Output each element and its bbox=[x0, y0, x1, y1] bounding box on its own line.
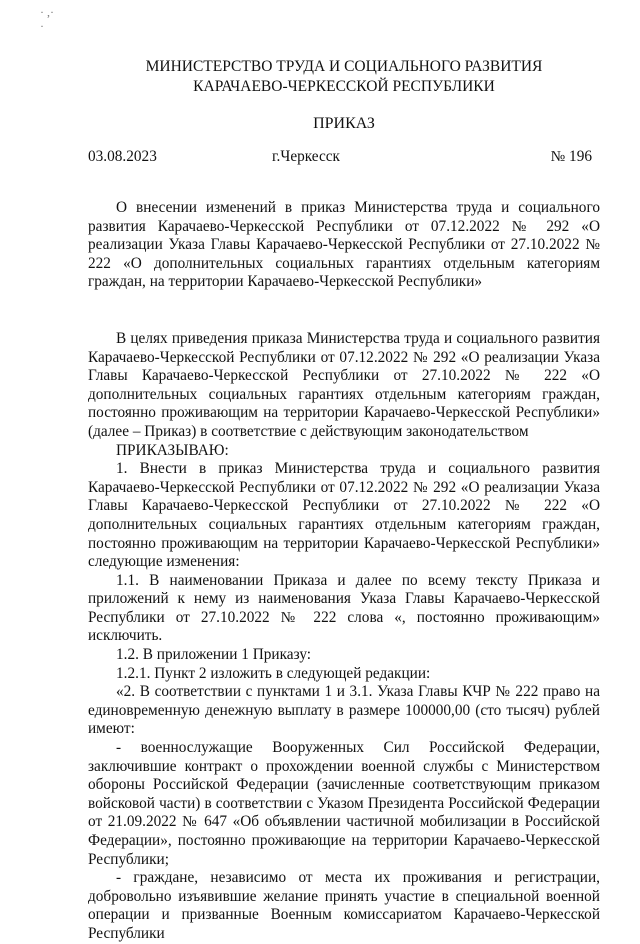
item-1: 1. Внести в приказ Министерства труда и социального развития Карачаево-Черкесской Республики от 07.12.2022 № 292 «О реализации Указа Главы Карачаево-Черкесской Республики от 27.10.2022 № 222 «О дополнительных социальных гарантиях отдельным категориям граждан, постоянно проживающим на территории Карачаево-Черкесской Республики» следующие изменения: bbox=[88, 460, 600, 571]
order-city: г.Черкесск bbox=[272, 148, 340, 165]
quoted-point-2: «2. В соответствии с пунктами 1 и 3.1. Указа Главы КЧР № 222 право на единовременную денежную выплату в размере 100000,00 (сто тысяч) рублей имеют: bbox=[88, 683, 600, 738]
ministry-name bbox=[88, 57, 600, 97]
document-body bbox=[88, 199, 600, 944]
preamble-paragraph: В целях приведения приказа Министерства труда и социального развития Карачаево-Черкесской Республики от 07.12.2022 № 292 «О реализации Указа Главы Карачаево-Черкесской Республики от 27.10.2022 № 222 «О дополнительных социальных гарантиях отдельным категориям граждан, постоянно проживающим на территории Карачаево-Черкесской Республики» (далее – Приказ) в соответствие с действующим законодательством bbox=[88, 329, 600, 440]
ministry-line-2: КАРАЧАЕВО-ЧЕРКЕССКОЙ РЕСПУБЛИКИ bbox=[193, 78, 495, 95]
order-subject: О внесении изменений в приказ Министерства труда и социального развития Карачаево-Черкесской Республики от 07.12.2022 № 292 «О реализации Указа Главы Карачаево-Черкесской Республики от 27.10.2022 № 222 «О дополнительных социальных гарантиях отдельным категориям граждан, на территории Карачаево-Черкесской Республики» bbox=[88, 199, 600, 291]
order-date: 03.08.2023 bbox=[88, 148, 157, 165]
scan-artifact-mark: · bbox=[40, 19, 44, 33]
item-1-1: 1.1. В наименовании Приказа и далее по всему тексту Приказа и приложений к нему из наименования Указа Главы Карачаево-Черкесской Республики от 27.10.2022 № 222 слова «, постоянно проживающим» исключить. bbox=[88, 571, 600, 645]
order-number: № 196 bbox=[550, 148, 592, 165]
item-1-2-1: 1.2.1. Пункт 2 изложить в следующей редакции: bbox=[116, 664, 431, 682]
order-title: ПРИКАЗ bbox=[313, 115, 375, 132]
scan-artifact-mark: · ,· bbox=[40, 5, 54, 19]
item-1-2: 1.2. В приложении 1 Приказу: bbox=[116, 646, 312, 664]
decree-heading: ПРИКАЗЫВАЮ: bbox=[116, 441, 229, 459]
order-meta bbox=[88, 148, 600, 168]
spacer bbox=[88, 292, 600, 311]
spacer bbox=[88, 311, 600, 330]
ministry-line-1: МИНИСТЕРСТВО ТРУДА И СОЦИАЛЬНОГО РАЗВИТИЯ bbox=[145, 58, 543, 75]
dash-item-volunteers: - граждане, независимо от места их проживания и регистрации, добровольно изъявившие желание принять участие в специальной военной операции и призванные Военным комиссариатом Карачаево-Черкесской Республики bbox=[88, 869, 600, 942]
dash-item-servicemen: - военнослужащие Вооруженных Сил Российской Федерации, заключившие контракт о прохождении военной службы с Министерством обороны Российской Федерации (зачисленные соответствующим приказом войсковой части) в соответствии с Указом Президента Российской Федерации от 21.09.2022 № 647 «Об объявлении частичной мобилизации в Российской Федерации», постоянно проживающие на территории Карачаево-Черкесской Республики; bbox=[88, 739, 600, 868]
